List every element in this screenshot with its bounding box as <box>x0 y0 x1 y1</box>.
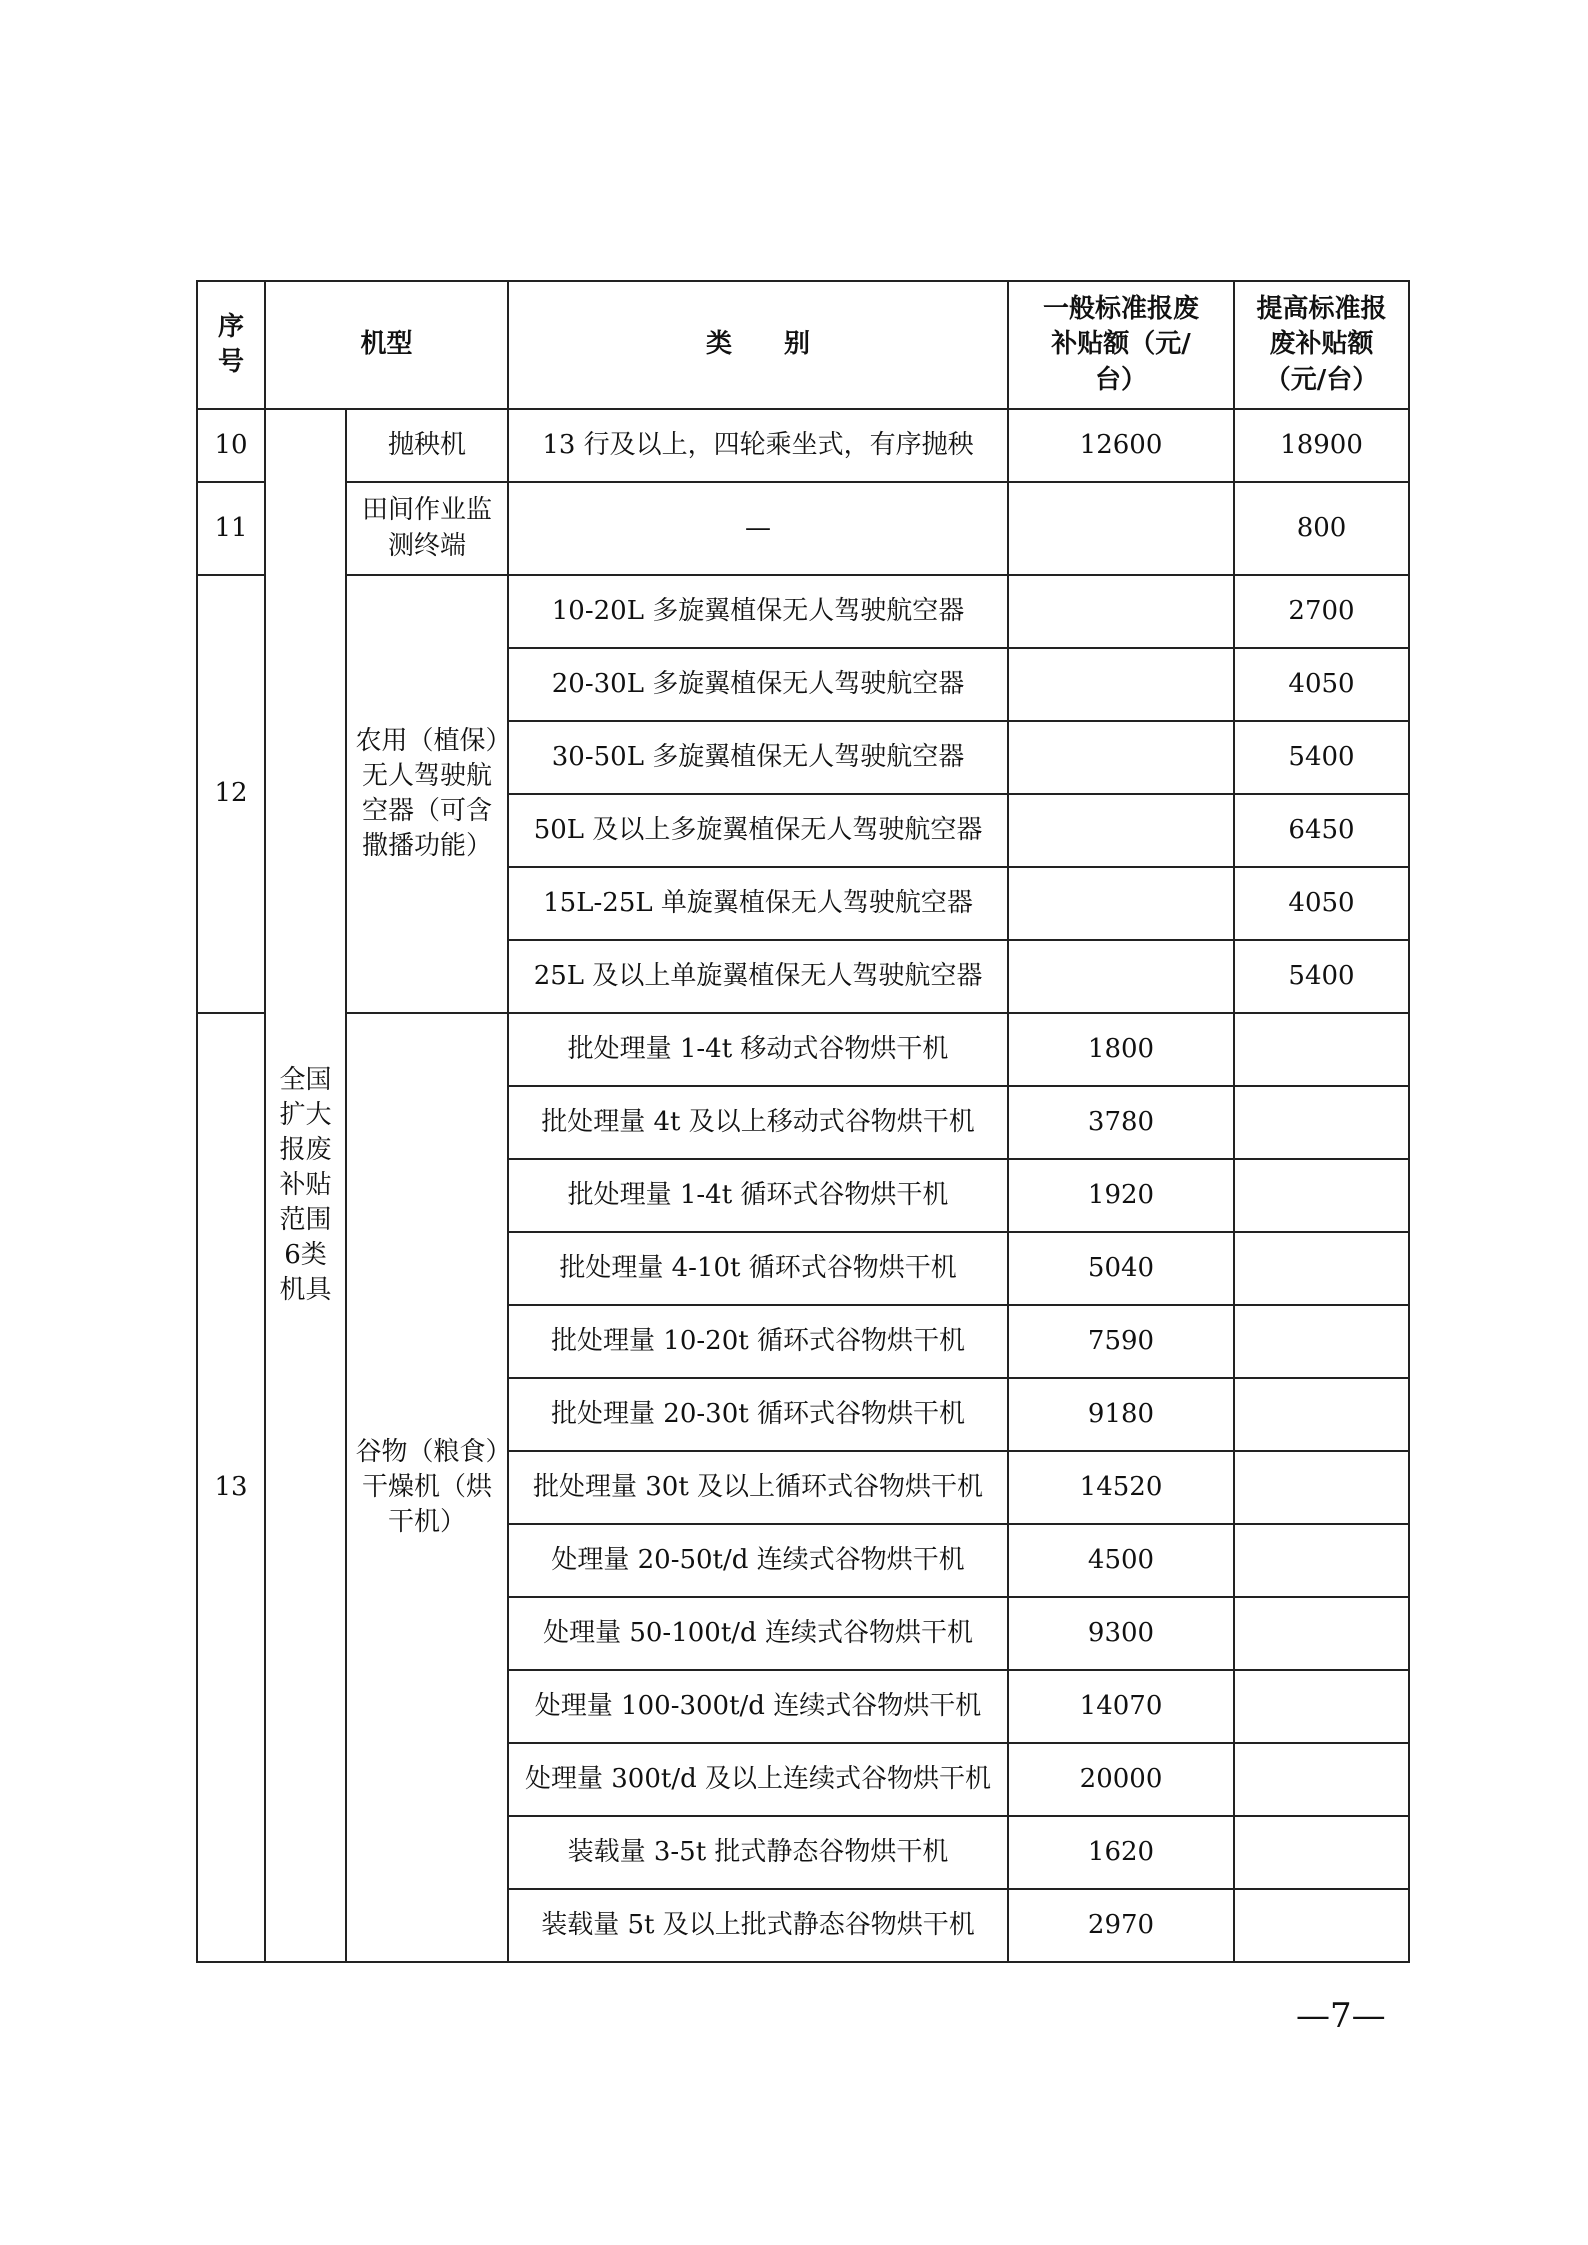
raised-cell: 18900 <box>1234 409 1409 482</box>
standard-cell: 7590 <box>1008 1305 1234 1378</box>
header-seq: 序号 <box>197 281 265 409</box>
category-cell: 批处理量 1-4t 移动式谷物烘干机 <box>508 1013 1008 1086</box>
raised-cell <box>1234 1524 1409 1597</box>
raised-cell <box>1234 1086 1409 1159</box>
standard-cell: 9180 <box>1008 1378 1234 1451</box>
seq-cell: 13 <box>197 1013 265 1962</box>
raised-cell <box>1234 1013 1409 1086</box>
standard-cell: 1800 <box>1008 1013 1234 1086</box>
standard-cell: 4500 <box>1008 1524 1234 1597</box>
table-row <box>197 409 1409 482</box>
raised-cell: 4050 <box>1234 648 1409 721</box>
header-standard: 一般标准报废补贴额（元/台） <box>1008 281 1234 409</box>
standard-cell: 20000 <box>1008 1743 1234 1816</box>
raised-cell: 2700 <box>1234 575 1409 648</box>
standard-cell: 3780 <box>1008 1086 1234 1159</box>
raised-cell: 5400 <box>1234 721 1409 794</box>
raised-cell <box>1234 1816 1409 1889</box>
standard-cell <box>1008 940 1234 1013</box>
category-cell: 批处理量 20-30t 循环式谷物烘干机 <box>508 1378 1008 1451</box>
table-row <box>197 482 1409 575</box>
category-cell: 20-30L 多旋翼植保无人驾驶航空器 <box>508 648 1008 721</box>
category-cell: 30-50L 多旋翼植保无人驾驶航空器 <box>508 721 1008 794</box>
standard-cell: 1620 <box>1008 1816 1234 1889</box>
standard-cell <box>1008 721 1234 794</box>
raised-cell <box>1234 1159 1409 1232</box>
category-cell: 处理量 100-300t/d 连续式谷物烘干机 <box>508 1670 1008 1743</box>
category-cell: 批处理量 10-20t 循环式谷物烘干机 <box>508 1305 1008 1378</box>
category-cell: 批处理量 4t 及以上移动式谷物烘干机 <box>508 1086 1008 1159</box>
raised-cell: 4050 <box>1234 867 1409 940</box>
standard-cell: 9300 <box>1008 1597 1234 1670</box>
model-cell: 抛秧机 <box>346 409 508 482</box>
category-cell: 装载量 3-5t 批式静态谷物烘干机 <box>508 1816 1008 1889</box>
standard-cell <box>1008 648 1234 721</box>
raised-cell <box>1234 1305 1409 1378</box>
standard-cell: 1920 <box>1008 1159 1234 1232</box>
header-model: 机型 <box>265 281 508 409</box>
header-raised: 提高标准报废补贴额（元/台） <box>1234 281 1409 409</box>
subsidy-table <box>196 280 1410 1963</box>
seq-cell: 10 <box>197 409 265 482</box>
seq-cell: 11 <box>197 482 265 575</box>
raised-cell <box>1234 1743 1409 1816</box>
category-cell: 50L 及以上多旋翼植保无人驾驶航空器 <box>508 794 1008 867</box>
model-cell: 田间作业监测终端 <box>346 482 508 575</box>
raised-cell <box>1234 1670 1409 1743</box>
category-cell: 25L 及以上单旋翼植保无人驾驶航空器 <box>508 940 1008 1013</box>
seq-cell: 12 <box>197 575 265 1013</box>
category-cell: 处理量 20-50t/d 连续式谷物烘干机 <box>508 1524 1008 1597</box>
raised-cell: 5400 <box>1234 940 1409 1013</box>
table-row <box>197 575 1409 648</box>
standard-cell <box>1008 482 1234 575</box>
standard-cell <box>1008 794 1234 867</box>
header-row <box>197 281 1409 409</box>
standard-cell: 14070 <box>1008 1670 1234 1743</box>
category-cell: 15L-25L 单旋翼植保无人驾驶航空器 <box>508 867 1008 940</box>
raised-cell <box>1234 1597 1409 1670</box>
category-cell: 装载量 5t 及以上批式静态谷物烘干机 <box>508 1889 1008 1962</box>
category-cell: 13 行及以上，四轮乘坐式，有序抛秧 <box>508 409 1008 482</box>
raised-cell: 6450 <box>1234 794 1409 867</box>
raised-cell <box>1234 1232 1409 1305</box>
raised-cell <box>1234 1889 1409 1962</box>
category-cell: 批处理量 4-10t 循环式谷物烘干机 <box>508 1232 1008 1305</box>
raised-cell <box>1234 1451 1409 1524</box>
category-cell: 处理量 300t/d 及以上连续式谷物烘干机 <box>508 1743 1008 1816</box>
standard-cell <box>1008 575 1234 648</box>
standard-cell: 5040 <box>1008 1232 1234 1305</box>
group-label-cell: 全国扩大报废补贴范围6类机具 <box>265 409 346 1962</box>
standard-cell <box>1008 867 1234 940</box>
standard-cell: 14520 <box>1008 1451 1234 1524</box>
category-cell: 10-20L 多旋翼植保无人驾驶航空器 <box>508 575 1008 648</box>
standard-cell: 2970 <box>1008 1889 1234 1962</box>
category-cell: 处理量 50-100t/d 连续式谷物烘干机 <box>508 1597 1008 1670</box>
category-cell: 批处理量 1-4t 循环式谷物烘干机 <box>508 1159 1008 1232</box>
standard-cell: 12600 <box>1008 409 1234 482</box>
category-cell: — <box>508 482 1008 575</box>
category-cell: 批处理量 30t 及以上循环式谷物烘干机 <box>508 1451 1008 1524</box>
model-cell: 谷物（粮食）干燥机（烘干机） <box>346 1013 508 1962</box>
page-number: —7— <box>1296 1996 1386 2036</box>
raised-cell: 800 <box>1234 482 1409 575</box>
model-cell: 农用（植保）无人驾驶航空器（可含撒播功能） <box>346 575 508 1013</box>
raised-cell <box>1234 1378 1409 1451</box>
header-category: 类 别 <box>508 281 1008 409</box>
table-row <box>197 1013 1409 1086</box>
